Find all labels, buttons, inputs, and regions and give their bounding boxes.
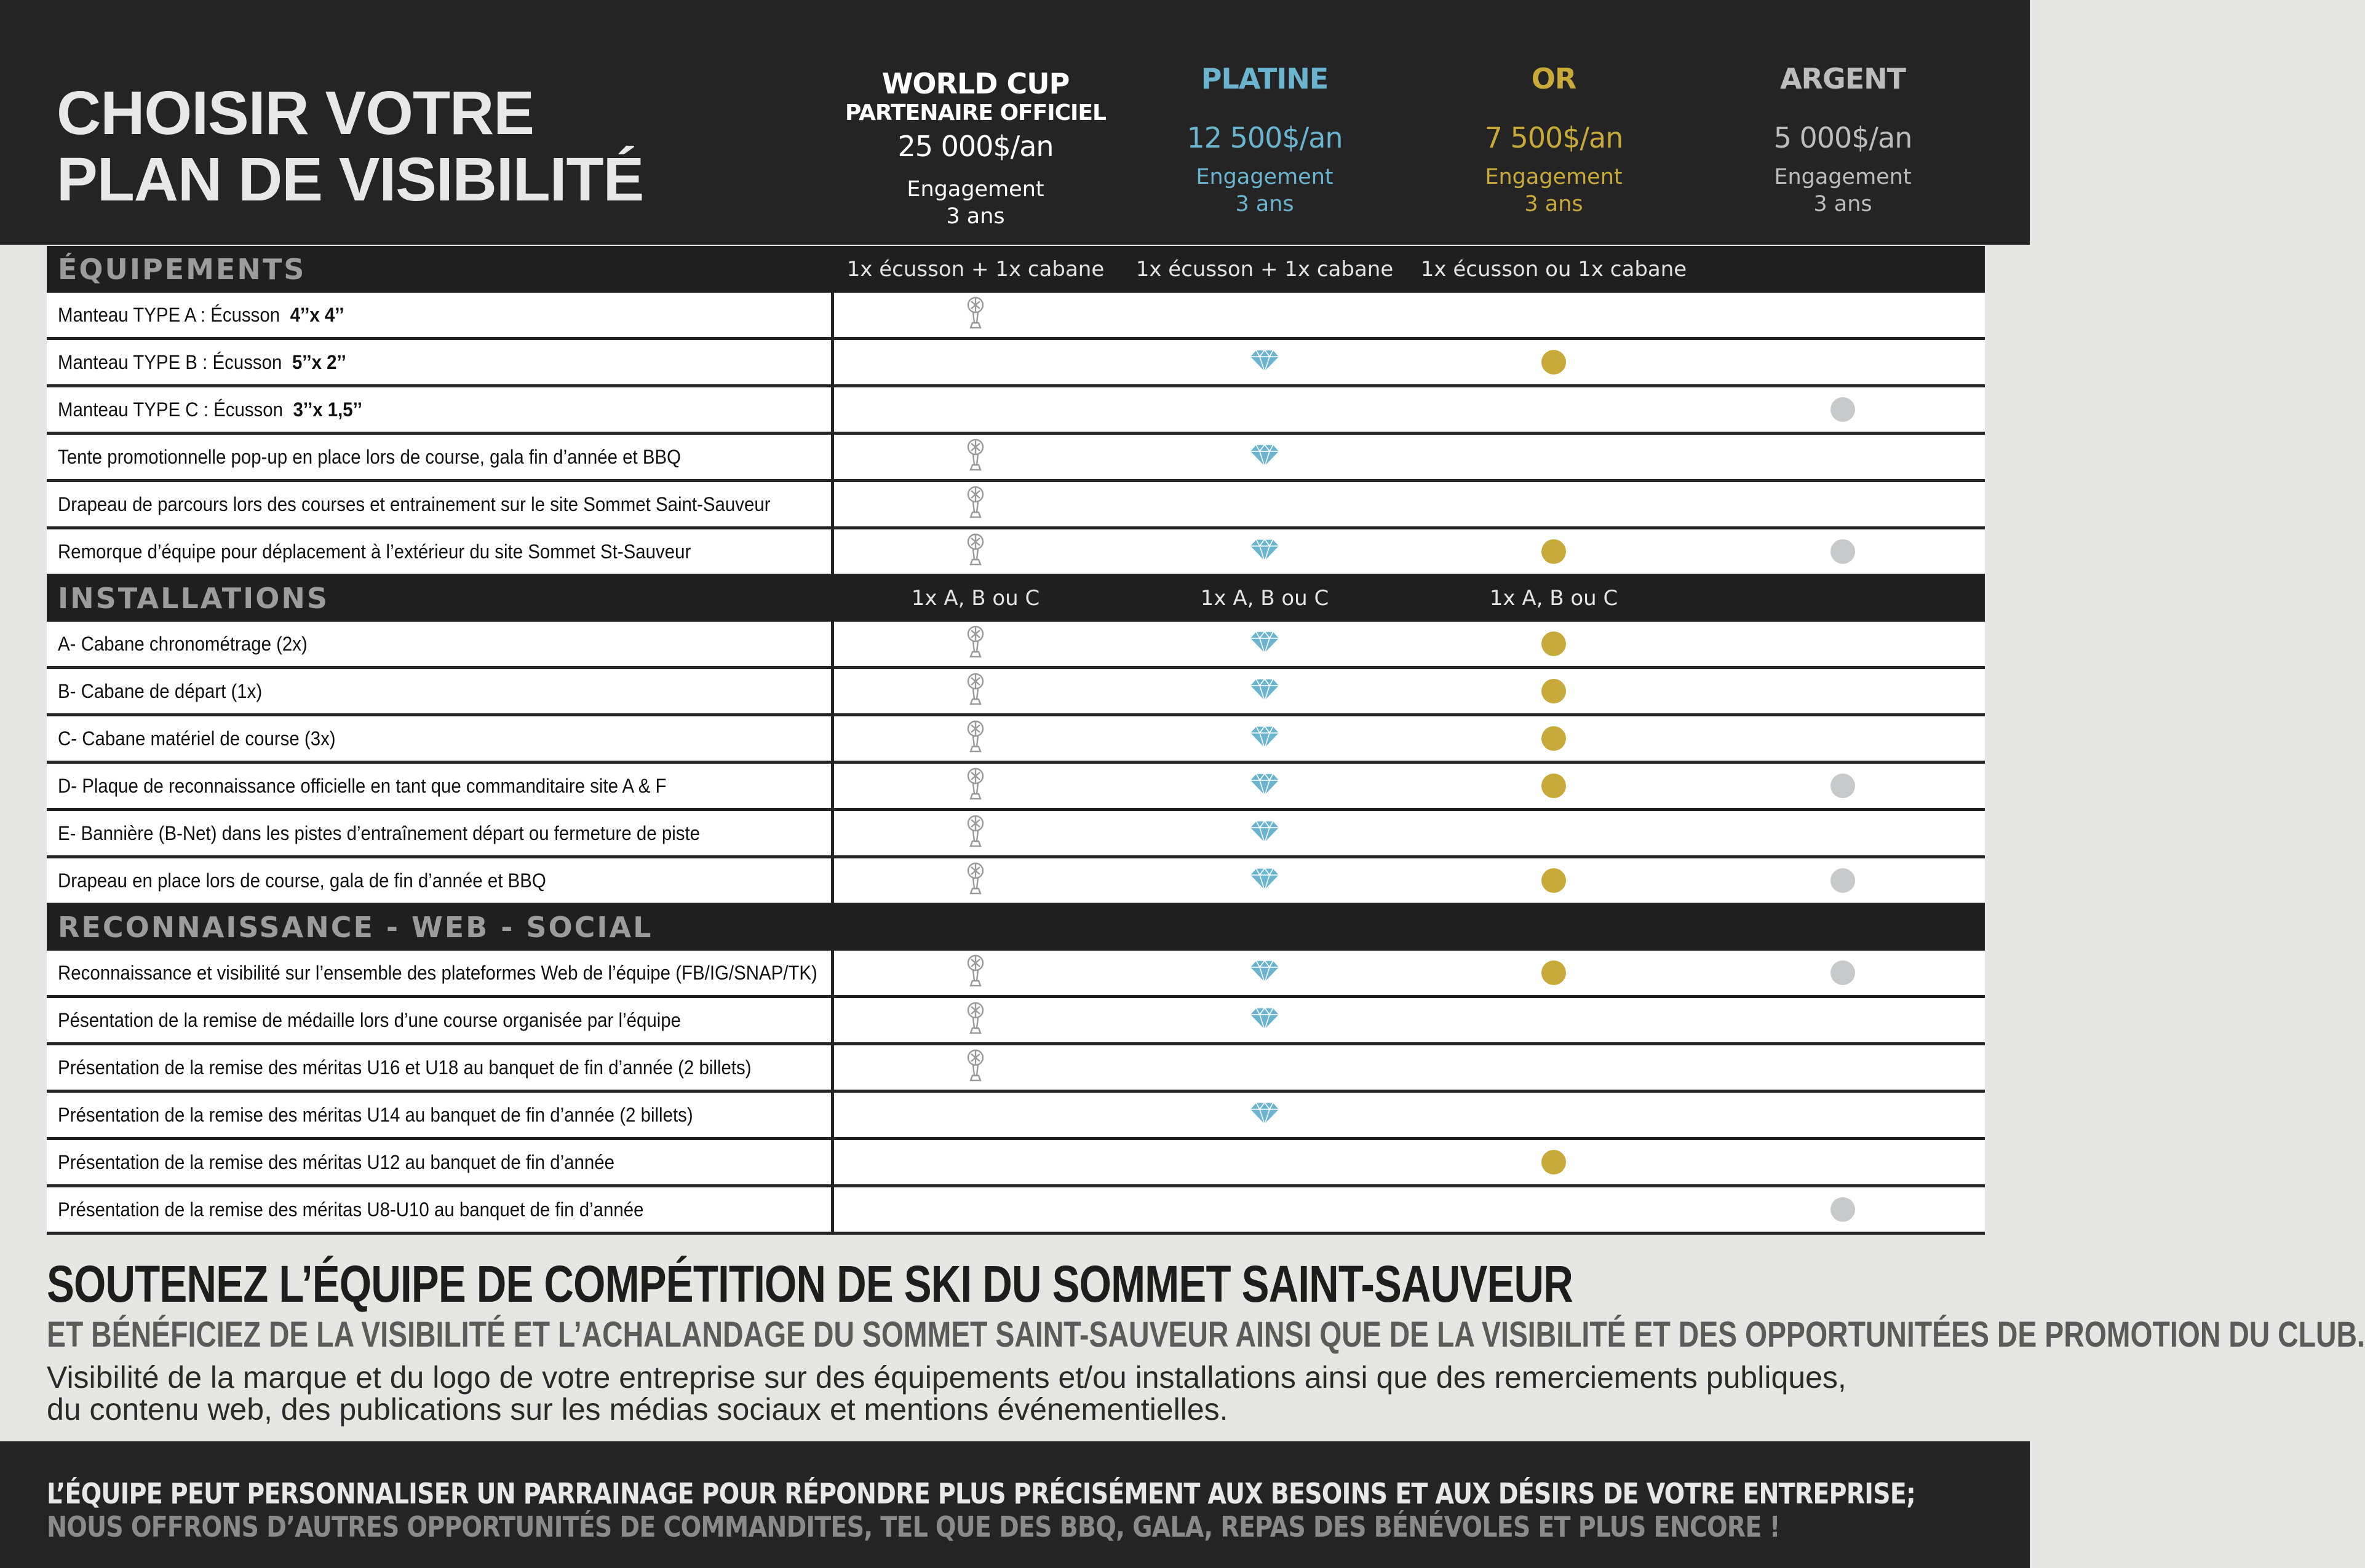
section-title: RECONNAISSANCE - WEB - SOCIAL: [58, 911, 653, 944]
row-label: [58, 293, 344, 337]
slogan-body-line1: Visibilité de la marque et du logo de votre entreprise sur des équipements et/ou installations ainsi que des remerciements publiques,: [47, 1360, 1846, 1395]
plan-cell: [1698, 998, 1987, 1042]
row-label-text: Remorque d’équipe pour déplacement à l’extérieur du site Sommet St-Sauveur: [58, 540, 691, 563]
page-title: [57, 80, 643, 213]
row-label-text: E- Bannière (B-Net) dans les pistes d’entraînement départ ou fermeture de piste: [58, 822, 701, 844]
trophy-icon: [964, 438, 987, 476]
plan-cell: [1409, 811, 1698, 855]
band-line1: L’ÉQUIPE PEUT PERSONNALISER UN PARRAINAGE POUR RÉPONDRE PLUS PRÉCISÉMENT AUX BESOINS ET AUX DÉSIRS DE VOTRE ENTREPRISE;: [47, 1477, 1915, 1510]
plan-cell: [1120, 622, 1409, 666]
plan-cell: [1120, 811, 1409, 855]
gold-coin-icon: [1541, 774, 1566, 798]
row-label-text: C- Cabane matériel de course (3x): [58, 727, 336, 750]
plan-world-cup: [831, 66, 1120, 230]
plan-cell: [831, 669, 1120, 713]
row-label: [58, 951, 817, 995]
diamond-icon: [1249, 443, 1281, 470]
row-label-text: Présentation de la remise des méritas U8-U10 au banquet de fin d’année: [58, 1198, 644, 1221]
plan-cell: [1409, 1093, 1698, 1137]
plan-cell: [1698, 951, 1987, 995]
row-label: [58, 529, 691, 574]
table-row: [47, 1045, 1985, 1093]
plan-cell: [831, 482, 1120, 526]
plan-cell: [1120, 435, 1409, 479]
diamond-icon: [1249, 772, 1281, 799]
row-label: [58, 811, 700, 855]
plan-cell: [1120, 716, 1409, 761]
row-label-size: 3’’x 1,5’’: [293, 398, 362, 421]
gold-coin-icon: [1541, 868, 1566, 893]
silver-coin-icon: [1830, 539, 1855, 564]
plan-cell: [1698, 858, 1987, 903]
slogan-subtitle: ET BÉNÉFICIEZ DE LA VISIBILITÉ ET L’ACHALANDAGE DU SOMMET SAINT-SAUVEUR AINSI QUE DE LA VISIBILITÉ ET DES OPPORTUNITÉES DE PROMOTION DU CLUB.: [47, 1315, 2365, 1355]
row-label: [58, 858, 546, 903]
table-row: [47, 1093, 1985, 1140]
plan-cell: [1698, 340, 1987, 384]
plan-platine: [1120, 61, 1409, 218]
plan-argent: [1698, 61, 1987, 218]
plan-cell: [1409, 1045, 1698, 1090]
page-title-line2: PLAN DE VISIBILITÉ: [57, 145, 644, 214]
section-note: 1x A, B ou C: [1200, 586, 1329, 611]
plan-cell: [1698, 811, 1987, 855]
plan-cell: [1698, 1093, 1987, 1137]
row-label: [58, 482, 771, 526]
plan-cell: [1120, 998, 1409, 1042]
plan-cell: [831, 1140, 1120, 1184]
plan-cell: [831, 529, 1120, 574]
gold-coin-icon: [1541, 632, 1566, 656]
table-row: [47, 529, 1985, 577]
plan-cell: [831, 435, 1120, 479]
trophy-icon: [964, 485, 987, 523]
plan-cell: [1120, 951, 1409, 995]
row-label: [58, 669, 262, 713]
table-row: [47, 387, 1985, 435]
plan-subtitle: PARTENAIRE OFFICIEL: [845, 100, 1106, 125]
plan-duration: 3 ans: [1235, 192, 1294, 216]
trophy-icon: [964, 533, 987, 571]
gold-coin-icon: [1541, 679, 1566, 703]
plan-cell: [1120, 669, 1409, 713]
plan-cell: [1120, 1093, 1409, 1137]
slogan-title: SOUTENEZ L’ÉQUIPE DE COMPÉTITION DE SKI DU SOMMET SAINT-SAUVEUR: [47, 1255, 1573, 1313]
plan-cell: [1409, 622, 1698, 666]
table-row: [47, 1187, 1985, 1235]
table-row: [47, 764, 1985, 811]
table-row: [47, 811, 1985, 858]
diamond-icon: [1249, 538, 1281, 565]
plan-price: 12 500$/an: [1186, 121, 1343, 154]
plan-cell: [1409, 1140, 1698, 1184]
trophy-icon: [964, 1048, 987, 1087]
plan-name: PLATINE: [1201, 62, 1329, 95]
plan-name: OR: [1531, 62, 1576, 95]
trophy-icon: [964, 861, 987, 900]
row-label-text: Présentation de la remise des méritas U14 au banquet de fin d’année (2 billets): [58, 1103, 693, 1126]
gold-coin-icon: [1541, 960, 1566, 985]
row-label: [58, 998, 681, 1042]
plan-cell: [1120, 293, 1409, 337]
plan-name: ARGENT: [1779, 62, 1906, 95]
table-row: [47, 1140, 1985, 1187]
plan-engagement: Engagement: [1774, 165, 1912, 189]
silver-coin-icon: [1830, 1197, 1855, 1222]
row-label: [58, 1187, 643, 1232]
plan-cell: [1120, 340, 1409, 384]
header: [0, 0, 2030, 245]
trophy-icon: [964, 1001, 987, 1039]
plan-cell: [1409, 998, 1698, 1042]
plan-engagement: Engagement: [1485, 165, 1623, 189]
row-label-text: Pésentation de la remise de médaille lors d’une course organisée par l’équipe: [58, 1008, 682, 1031]
row-label-text: Reconnaissance et visibilité sur l’ensemble des plateformes Web de l’équipe (FB/IG/SNAP/TK): [58, 961, 817, 984]
gold-coin-icon: [1541, 726, 1566, 751]
plan-cell: [1409, 1187, 1698, 1232]
table-row: [47, 340, 1985, 387]
plan-cell: [1120, 1140, 1409, 1184]
row-label-text: Drapeau en place lors de course, gala de fin d’année et BBQ: [58, 869, 546, 892]
plan-duration: 3 ans: [1524, 192, 1583, 216]
row-label-text: Manteau TYPE B : Écusson: [58, 350, 282, 373]
plan-cell: [1698, 435, 1987, 479]
plan-cell: [1120, 858, 1409, 903]
row-label-text: D- Plaque de reconnaissance officielle en tant que commanditaire site A & F: [58, 774, 667, 797]
plan-price: 7 500$/an: [1484, 121, 1623, 154]
section-header: [47, 246, 1985, 293]
row-label-size: 4’’x 4’’: [290, 303, 344, 326]
plan-engagement: Engagement: [1196, 165, 1334, 189]
band-line2: NOUS OFFRONS D’AUTRES OPPORTUNITÉS DE COMMANDITES, TEL QUE DES BBQ, GALA, REPAS DES BÉNÉVOLES ET PLUS ENCORE !: [47, 1510, 1780, 1543]
row-label: [58, 340, 346, 384]
slogan-body-line2: du contenu web, des publications sur les médias sociaux et mentions événementielles.: [47, 1392, 1228, 1427]
table-row: [47, 716, 1985, 764]
plan-cell: [1409, 482, 1698, 526]
plan-cell: [1120, 529, 1409, 574]
plan-cell: [831, 764, 1120, 808]
row-label: [58, 1045, 752, 1090]
silver-coin-icon: [1830, 960, 1855, 985]
row-label-text: A- Cabane chronométrage (2x): [58, 632, 308, 655]
plan-cell: [1120, 387, 1409, 432]
plan-duration: 3 ans: [946, 204, 1005, 229]
plan-cell: [1409, 716, 1698, 761]
plan-cell: [1120, 764, 1409, 808]
row-label-text: Présentation de la remise des méritas U16 et U18 au banquet de fin d’année (2 billets): [58, 1056, 752, 1079]
trophy-icon: [964, 719, 987, 758]
plan-cell: [831, 951, 1120, 995]
row-label: [58, 1093, 693, 1137]
row-label: [58, 387, 362, 432]
plan-cell: [1698, 669, 1987, 713]
table-row: [47, 482, 1985, 529]
plan-duration: 3 ans: [1813, 192, 1872, 216]
row-label: [58, 622, 308, 666]
table-row: [47, 951, 1985, 998]
plan-cell: [1698, 482, 1987, 526]
trophy-icon: [964, 625, 987, 663]
diamond-icon: [1249, 820, 1281, 847]
section-note: 1x écusson + 1x cabane: [1135, 257, 1394, 282]
plan-or: [1409, 61, 1698, 218]
gold-coin-icon: [1541, 350, 1566, 374]
section-title: ÉQUIPEMENTS: [58, 253, 306, 286]
diamond-icon: [1249, 1007, 1281, 1034]
plan-cell: [1698, 1140, 1987, 1184]
silver-coin-icon: [1830, 774, 1855, 798]
gold-coin-icon: [1541, 1150, 1566, 1174]
section-note: 1x A, B ou C: [1489, 586, 1618, 611]
plan-engagement: Engagement: [907, 177, 1044, 202]
diamond-icon: [1249, 630, 1281, 657]
row-label-text: B- Cabane de départ (1x): [58, 679, 263, 702]
row-label-text: Manteau TYPE C : Écusson: [58, 398, 284, 421]
plan-cell: [831, 387, 1120, 432]
row-label: [58, 1140, 614, 1184]
row-label-size: 5’’x 2’’: [292, 350, 346, 373]
slogan-body: [47, 1361, 1984, 1425]
diamond-icon: [1249, 678, 1281, 705]
plan-price: 5 000$/an: [1773, 121, 1912, 154]
table-row: [47, 293, 1985, 340]
row-label-text: Manteau TYPE A : Écusson: [58, 303, 280, 326]
trophy-icon: [964, 814, 987, 852]
silver-coin-icon: [1830, 868, 1855, 893]
diamond-icon: [1249, 959, 1281, 986]
page-title-line1: CHOISIR VOTRE: [57, 79, 534, 148]
section-note: 1x A, B ou C: [911, 586, 1040, 611]
trophy-icon: [964, 672, 987, 710]
section-note: 1x écusson + 1x cabane: [846, 257, 1105, 282]
plan-cell: [1409, 293, 1698, 337]
plan-cell: [831, 998, 1120, 1042]
table-row: [47, 858, 1985, 906]
plan-cell: [1409, 669, 1698, 713]
plan-cell: [831, 293, 1120, 337]
plan-cell: [1698, 1187, 1987, 1232]
row-label: [58, 716, 336, 761]
plan-cell: [831, 1093, 1120, 1137]
row-label-text: Présentation de la remise des méritas U12 au banquet de fin d’année: [58, 1150, 615, 1173]
plan-cell: [1120, 1045, 1409, 1090]
plan-cell: [1698, 529, 1987, 574]
plan-cell: [1409, 951, 1698, 995]
plan-cell: [1698, 293, 1987, 337]
plan-cell: [831, 622, 1120, 666]
row-label: [58, 435, 681, 479]
plan-cell: [1698, 622, 1987, 666]
plan-cell: [1409, 529, 1698, 574]
table-row: [47, 622, 1985, 669]
plan-cell: [1409, 340, 1698, 384]
plan-cell: [1409, 858, 1698, 903]
row-label-text: Tente promotionnelle pop-up en place lors de course, gala fin d’année et BBQ: [58, 445, 682, 468]
diamond-icon: [1249, 1101, 1281, 1128]
section-header: [47, 575, 1985, 622]
bottom-band: [0, 1441, 2030, 1568]
row-label: [58, 764, 667, 808]
plan-cell: [1120, 1187, 1409, 1232]
plan-cell: [1698, 1045, 1987, 1090]
plan-cell: [1698, 716, 1987, 761]
table-row: [47, 998, 1985, 1045]
plan-cell: [831, 716, 1120, 761]
diamond-icon: [1249, 725, 1281, 752]
plan-cell: [831, 858, 1120, 903]
plan-cell: [831, 1045, 1120, 1090]
table-row: [47, 669, 1985, 716]
section-header: [47, 904, 1985, 951]
trophy-icon: [964, 767, 987, 805]
plan-cell: [831, 340, 1120, 384]
diamond-icon: [1249, 867, 1281, 894]
plan-price: 25 000$/an: [897, 130, 1054, 163]
row-label-text: Drapeau de parcours lors des courses et entrainement sur le site Sommet Saint-Sauveur: [58, 493, 771, 515]
plan-cell: [1120, 482, 1409, 526]
gold-coin-icon: [1541, 539, 1566, 564]
table-row: [47, 435, 1985, 482]
trophy-icon: [964, 296, 987, 334]
trophy-icon: [964, 954, 987, 992]
plan-cell: [1698, 764, 1987, 808]
plan-cell: [1698, 387, 1987, 432]
plan-cell: [831, 811, 1120, 855]
section-note: 1x écusson ou 1x cabane: [1420, 257, 1687, 282]
plan-cell: [1409, 387, 1698, 432]
diamond-icon: [1249, 349, 1281, 376]
section-title: INSTALLATIONS: [58, 582, 330, 615]
plan-cell: [831, 1187, 1120, 1232]
plan-cell: [1409, 764, 1698, 808]
silver-coin-icon: [1830, 397, 1855, 422]
plan-name: WORLD CUP: [881, 67, 1070, 100]
plan-cell: [1409, 435, 1698, 479]
